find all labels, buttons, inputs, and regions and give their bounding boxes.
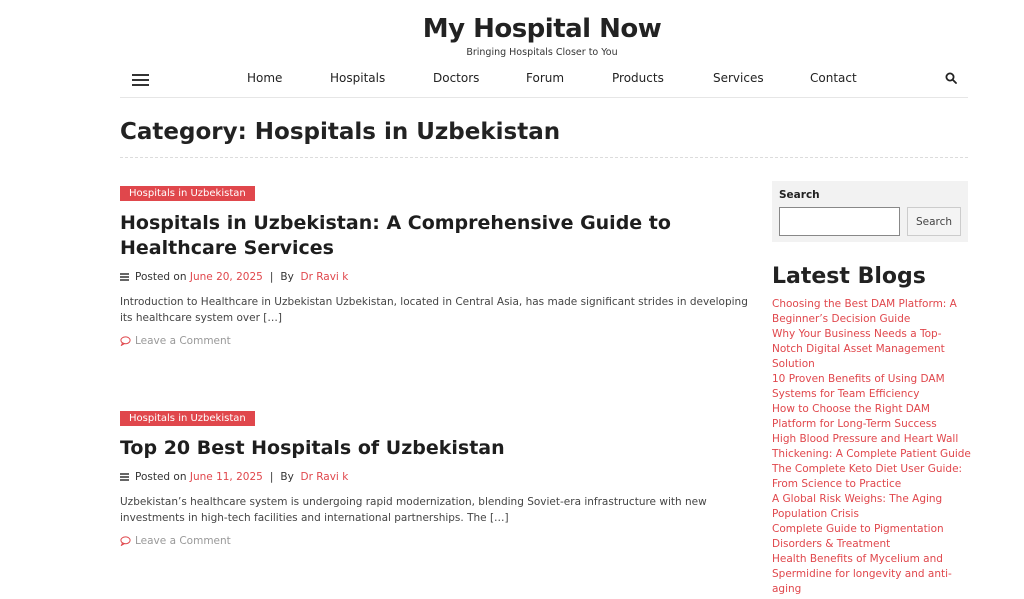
post-title[interactable]: Top 20 Best Hospitals of Uzbekistan [120,437,505,459]
posted-on-label: Posted on [135,271,187,283]
nav-item-hospitals[interactable]: Hospitals [330,71,386,85]
author-link[interactable]: Dr Ravi k [300,471,349,483]
latest-blogs-heading: Latest Blogs [772,264,926,289]
nav-item-products[interactable]: Products [612,71,664,85]
search-label: Search [779,189,820,201]
latest-blog-link[interactable]: 10 Proven Benefits of Using DAM Systems for Team Efficiency [772,373,945,400]
author-link[interactable]: Dr Ravi k [300,271,349,283]
hamburger-menu-icon[interactable] [132,74,149,86]
comment-label: Leave a Comment [135,535,231,547]
site-title[interactable]: My Hospital Now [422,14,662,44]
latest-blog-link[interactable]: Choosing the Best DAM Platform: A Beginner’s Decision Guide [772,298,957,325]
page-title: Category: Hospitals in Uzbekistan [120,119,561,145]
nav-item-forum[interactable]: Forum [526,71,565,85]
category-badge[interactable]: Hospitals in Uzbekistan [120,186,255,201]
sidebar-search-widget [772,181,968,242]
post-meta [120,271,760,283]
post-excerpt: Introduction to Healthcare in Uzbekistan Uzbekistan, located in Central Asia, has made significant strides in developing its healthcare system over […] [120,296,748,324]
latest-blog-link[interactable]: A Global Risk Weighs: The Aging Population Crisis [772,493,943,520]
post-date-link[interactable]: June 11, 2025 [189,471,263,483]
posted-icon [120,273,129,281]
post-title[interactable]: Hospitals in Uzbekistan: A Comprehensive Guide to Healthcare Services [120,212,671,259]
site-tagline: Bringing Hospitals Closer to You [466,47,618,58]
latest-blog-link[interactable]: Complete Guide to Pigmentation Disorders & Treatment [772,523,944,550]
search-button[interactable]: Search [907,207,961,236]
leave-comment-link[interactable] [120,535,760,547]
post-meta [120,471,760,483]
comment-label: Leave a Comment [135,335,231,347]
leave-comment-link[interactable] [120,335,760,347]
by-label: By [280,471,294,483]
posted-icon [120,473,129,481]
main-navigation [120,64,968,98]
category-badge[interactable]: Hospitals in Uzbekistan [120,411,255,426]
post-date-link[interactable]: June 20, 2025 [189,271,263,283]
comment-icon [120,336,131,346]
latest-blogs-list [772,297,972,597]
post-item [120,406,760,547]
nav-item-home[interactable]: Home [247,71,283,85]
nav-item-services[interactable]: Services [713,71,764,85]
meta-separator: | [269,471,274,483]
latest-blog-link[interactable]: The Complete Keto Diet User Guide: From Science to Practice [772,463,963,490]
by-label: By [280,271,294,283]
title-divider [120,157,968,158]
post-item [120,181,760,347]
comment-icon [120,536,131,546]
latest-blog-link[interactable]: High Blood Pressure and Heart Wall Thickening: A Complete Patient Guide [772,433,971,460]
nav-item-contact[interactable]: Contact [810,71,857,85]
search-input[interactable] [779,207,900,236]
latest-blog-link[interactable]: Why Your Business Needs a Top-Notch Digital Asset Management Solution [772,328,945,370]
search-icon[interactable] [945,72,957,84]
nav-item-doctors[interactable]: Doctors [433,71,480,85]
latest-blog-link[interactable]: Health Benefits of Mycelium and Spermidine for longevity and anti-aging [772,553,952,595]
post-excerpt: Uzbekistan’s healthcare system is undergoing rapid modernization, blending Soviet-era infrastructure with new investments in high-tech facilities and international partnerships. The […] [120,496,707,524]
meta-separator: | [269,271,274,283]
latest-blog-link[interactable]: How to Choose the Right DAM Platform for Long-Term Success [772,403,937,430]
posted-on-label: Posted on [135,471,187,483]
